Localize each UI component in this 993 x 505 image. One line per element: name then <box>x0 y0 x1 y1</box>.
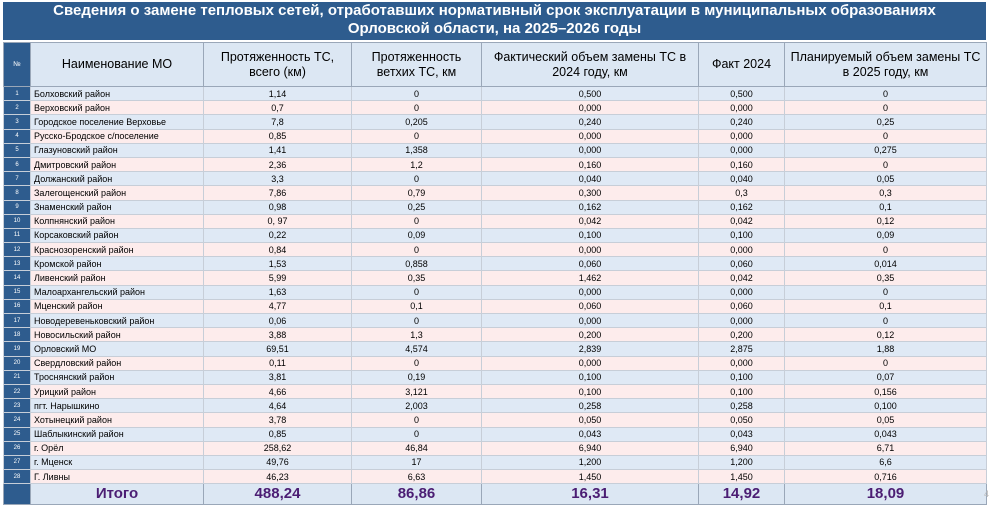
row-old-cell: 0 <box>352 427 482 441</box>
row-fact-cell: 0,000 <box>699 243 785 257</box>
table-row <box>4 115 987 129</box>
row-actual-cell: 6,940 <box>482 441 699 455</box>
row-actual-cell: 0,300 <box>482 186 699 200</box>
row-num-cell: 17 <box>4 314 31 328</box>
row-fact-cell: 2,875 <box>699 342 785 356</box>
row-old-cell: 0 <box>352 101 482 115</box>
title-line-1: Сведения о замене тепловых сетей, отработавших нормативный срок эксплуатации в муниципальных образованиях <box>53 2 936 19</box>
title-banner <box>3 2 986 40</box>
row-fact-cell: 0,000 <box>699 285 785 299</box>
row-num-cell: 25 <box>4 427 31 441</box>
row-old-cell: 0,79 <box>352 186 482 200</box>
row-total-cell: 1,53 <box>204 257 352 271</box>
row-name-cell: Малоархангельский район <box>31 285 204 299</box>
row-total-cell: 7,86 <box>204 186 352 200</box>
row-plan-cell: 0 <box>785 356 987 370</box>
row-plan-cell: 0 <box>785 101 987 115</box>
row-total-cell: 258,62 <box>204 441 352 455</box>
row-old-cell: 0 <box>352 413 482 427</box>
row-num-cell: 2 <box>4 101 31 115</box>
row-fact-cell: 0,258 <box>699 399 785 413</box>
row-actual-cell: 2,839 <box>482 342 699 356</box>
row-actual-cell: 0,000 <box>482 285 699 299</box>
row-num-cell: 23 <box>4 399 31 413</box>
totals-row <box>4 484 987 505</box>
row-plan-cell: 6,71 <box>785 441 987 455</box>
row-name-cell: Должанский район <box>31 172 204 186</box>
row-num-cell: 14 <box>4 271 31 285</box>
row-name-cell: Ливенский район <box>31 271 204 285</box>
row-total-cell: 0,11 <box>204 356 352 370</box>
row-total-cell: 0,7 <box>204 101 352 115</box>
row-total-cell: 4,66 <box>204 384 352 398</box>
row-name-cell: Городское поселение Верховье <box>31 115 204 129</box>
row-old-cell: 3,121 <box>352 384 482 398</box>
row-name-cell: Верховский район <box>31 101 204 115</box>
row-actual-cell: 1,462 <box>482 271 699 285</box>
row-name-cell: Троснянский район <box>31 370 204 384</box>
row-num-cell: 3 <box>4 115 31 129</box>
row-plan-cell: 0,156 <box>785 384 987 398</box>
row-name-cell: г. Орёл <box>31 441 204 455</box>
row-fact-cell: 0,000 <box>699 101 785 115</box>
table-row <box>4 243 987 257</box>
row-fact-cell: 1,200 <box>699 455 785 469</box>
row-num-cell: 4 <box>4 129 31 143</box>
header-name: Наименование МО <box>31 43 204 87</box>
row-old-cell: 0 <box>352 314 482 328</box>
totals-actual: 16,31 <box>482 484 699 505</box>
row-total-cell: 5,99 <box>204 271 352 285</box>
row-plan-cell: 0 <box>785 87 987 101</box>
row-actual-cell: 0,160 <box>482 157 699 171</box>
row-old-cell: 1,2 <box>352 157 482 171</box>
table-row <box>4 314 987 328</box>
totals-num-cell <box>4 484 31 505</box>
row-fact-cell: 0,000 <box>699 356 785 370</box>
table-row <box>4 441 987 455</box>
row-plan-cell: 0,1 <box>785 200 987 214</box>
row-fact-cell: 0,050 <box>699 413 785 427</box>
row-total-cell: 49,76 <box>204 455 352 469</box>
totals-fact: 14,92 <box>699 484 785 505</box>
row-plan-cell: 0 <box>785 314 987 328</box>
row-total-cell: 1,41 <box>204 143 352 157</box>
row-actual-cell: 1,200 <box>482 455 699 469</box>
row-old-cell: 1,358 <box>352 143 482 157</box>
row-fact-cell: 0,100 <box>699 228 785 242</box>
row-num-cell: 24 <box>4 413 31 427</box>
row-fact-cell: 0,240 <box>699 115 785 129</box>
row-plan-cell: 6,6 <box>785 455 987 469</box>
row-old-cell: 0,25 <box>352 200 482 214</box>
row-fact-cell: 0,160 <box>699 157 785 171</box>
row-num-cell: 1 <box>4 87 31 101</box>
totals-old: 86,86 <box>352 484 482 505</box>
row-total-cell: 0,84 <box>204 243 352 257</box>
row-total-cell: 3,88 <box>204 328 352 342</box>
header-actual-2024: Фактический объем замены ТС в 2024 году, км <box>482 43 699 87</box>
row-actual-cell: 0,040 <box>482 172 699 186</box>
table-row <box>4 413 987 427</box>
row-actual-cell: 0,060 <box>482 257 699 271</box>
row-total-cell: 4,64 <box>204 399 352 413</box>
table-row <box>4 370 987 384</box>
row-old-cell: 0 <box>352 285 482 299</box>
row-plan-cell: 0,043 <box>785 427 987 441</box>
row-num-cell: 20 <box>4 356 31 370</box>
row-fact-cell: 0,162 <box>699 200 785 214</box>
row-old-cell: 0,35 <box>352 271 482 285</box>
table-row <box>4 356 987 370</box>
row-fact-cell: 0,100 <box>699 384 785 398</box>
row-fact-cell: 6,940 <box>699 441 785 455</box>
row-name-cell: Глазуновский район <box>31 143 204 157</box>
row-actual-cell: 0,240 <box>482 115 699 129</box>
table-row <box>4 384 987 398</box>
row-old-cell: 2,003 <box>352 399 482 413</box>
row-plan-cell: 0,05 <box>785 172 987 186</box>
table-row <box>4 143 987 157</box>
table-row <box>4 186 987 200</box>
row-old-cell: 0,858 <box>352 257 482 271</box>
table-row <box>4 455 987 469</box>
header-fact-2024: Факт 2024 <box>699 43 785 87</box>
header-old-length: Протяженность ветхих ТС, км <box>352 43 482 87</box>
row-total-cell: 1,63 <box>204 285 352 299</box>
row-old-cell: 0 <box>352 87 482 101</box>
table-row <box>4 470 987 484</box>
row-name-cell: Колпнянский район <box>31 214 204 228</box>
row-old-cell: 1,3 <box>352 328 482 342</box>
row-actual-cell: 0,060 <box>482 299 699 313</box>
row-actual-cell: 0,043 <box>482 427 699 441</box>
row-actual-cell: 0,100 <box>482 384 699 398</box>
table-row <box>4 427 987 441</box>
row-fact-cell: 0,000 <box>699 314 785 328</box>
table-row <box>4 101 987 115</box>
row-num-cell: 13 <box>4 257 31 271</box>
table-row <box>4 257 987 271</box>
row-name-cell: Шаблыкинский район <box>31 427 204 441</box>
row-total-cell: 2,36 <box>204 157 352 171</box>
table-row <box>4 172 987 186</box>
table-row <box>4 328 987 342</box>
row-plan-cell: 0,12 <box>785 328 987 342</box>
row-plan-cell: 0,1 <box>785 299 987 313</box>
row-num-cell: 9 <box>4 200 31 214</box>
row-actual-cell: 0,100 <box>482 370 699 384</box>
row-total-cell: 0,06 <box>204 314 352 328</box>
row-name-cell: Мценский район <box>31 299 204 313</box>
row-total-cell: 46,23 <box>204 470 352 484</box>
row-num-cell: 18 <box>4 328 31 342</box>
row-name-cell: Дмитровский район <box>31 157 204 171</box>
row-num-cell: 26 <box>4 441 31 455</box>
row-num-cell: 15 <box>4 285 31 299</box>
row-actual-cell: 0,100 <box>482 228 699 242</box>
header-row <box>4 43 987 87</box>
row-actual-cell: 0,000 <box>482 243 699 257</box>
row-actual-cell: 0,000 <box>482 356 699 370</box>
row-actual-cell: 0,258 <box>482 399 699 413</box>
table-row <box>4 285 987 299</box>
row-name-cell: Корсаковский район <box>31 228 204 242</box>
row-num-cell: 19 <box>4 342 31 356</box>
row-plan-cell: 0,25 <box>785 115 987 129</box>
row-actual-cell: 0,050 <box>482 413 699 427</box>
table-row <box>4 214 987 228</box>
row-actual-cell: 0,000 <box>482 314 699 328</box>
row-total-cell: 69,51 <box>204 342 352 356</box>
row-num-cell: 22 <box>4 384 31 398</box>
row-name-cell: Урицкий район <box>31 384 204 398</box>
row-total-cell: 4,77 <box>204 299 352 313</box>
row-old-cell: 6,63 <box>352 470 482 484</box>
row-fact-cell: 0,042 <box>699 214 785 228</box>
row-fact-cell: 1,450 <box>699 470 785 484</box>
totals-plan: 18,09 <box>785 484 987 505</box>
row-fact-cell: 0,042 <box>699 271 785 285</box>
totals-total: 488,24 <box>204 484 352 505</box>
row-name-cell: Кромской район <box>31 257 204 271</box>
row-total-cell: 7,8 <box>204 115 352 129</box>
header-num: № <box>4 43 31 87</box>
row-fact-cell: 0,043 <box>699 427 785 441</box>
header-total-length: Протяженность ТС, всего (км) <box>204 43 352 87</box>
row-old-cell: 0,19 <box>352 370 482 384</box>
table-row <box>4 271 987 285</box>
row-num-cell: 27 <box>4 455 31 469</box>
row-plan-cell: 0 <box>785 129 987 143</box>
row-plan-cell: 0,275 <box>785 143 987 157</box>
row-old-cell: 0 <box>352 356 482 370</box>
row-total-cell: 0,98 <box>204 200 352 214</box>
row-plan-cell: 1,88 <box>785 342 987 356</box>
row-name-cell: г. Мценск <box>31 455 204 469</box>
row-plan-cell: 0,35 <box>785 271 987 285</box>
row-total-cell: 1,14 <box>204 87 352 101</box>
table-row <box>4 228 987 242</box>
row-name-cell: Хотынецкий район <box>31 413 204 427</box>
row-actual-cell: 0,000 <box>482 101 699 115</box>
row-num-cell: 12 <box>4 243 31 257</box>
row-num-cell: 16 <box>4 299 31 313</box>
row-plan-cell: 0,07 <box>785 370 987 384</box>
row-num-cell: 7 <box>4 172 31 186</box>
row-name-cell: Новодеревеньковский район <box>31 314 204 328</box>
title-line-2: Орловской области, на 2025–2026 годы <box>347 20 642 37</box>
row-name-cell: Свердловский район <box>31 356 204 370</box>
row-plan-cell: 0 <box>785 157 987 171</box>
row-fact-cell: 0,060 <box>699 257 785 271</box>
table-row <box>4 200 987 214</box>
row-old-cell: 46,84 <box>352 441 482 455</box>
row-fact-cell: 0,3 <box>699 186 785 200</box>
row-old-cell: 0,09 <box>352 228 482 242</box>
table-row <box>4 399 987 413</box>
row-name-cell: Болховский район <box>31 87 204 101</box>
row-old-cell: 0,205 <box>352 115 482 129</box>
page-number: 4 <box>983 489 989 499</box>
row-name-cell: пгт. Нарышкино <box>31 399 204 413</box>
row-num-cell: 28 <box>4 470 31 484</box>
row-actual-cell: 0,162 <box>482 200 699 214</box>
row-actual-cell: 1,450 <box>482 470 699 484</box>
row-num-cell: 5 <box>4 143 31 157</box>
row-fact-cell: 0,000 <box>699 129 785 143</box>
row-num-cell: 21 <box>4 370 31 384</box>
heat-network-table <box>3 42 987 505</box>
row-name-cell: Краснозоренский район <box>31 243 204 257</box>
row-total-cell: 3,78 <box>204 413 352 427</box>
row-fact-cell: 0,060 <box>699 299 785 313</box>
table-row <box>4 299 987 313</box>
row-num-cell: 11 <box>4 228 31 242</box>
row-num-cell: 6 <box>4 157 31 171</box>
row-num-cell: 8 <box>4 186 31 200</box>
row-plan-cell: 0,014 <box>785 257 987 271</box>
row-actual-cell: 0,000 <box>482 129 699 143</box>
row-total-cell: 0,85 <box>204 129 352 143</box>
row-actual-cell: 0,200 <box>482 328 699 342</box>
row-plan-cell: 0,09 <box>785 228 987 242</box>
row-plan-cell: 0,05 <box>785 413 987 427</box>
row-num-cell: 10 <box>4 214 31 228</box>
row-name-cell: Знаменский район <box>31 200 204 214</box>
row-name-cell: Г. Ливны <box>31 470 204 484</box>
row-old-cell: 0 <box>352 243 482 257</box>
row-fact-cell: 0,500 <box>699 87 785 101</box>
row-total-cell: 3,81 <box>204 370 352 384</box>
row-plan-cell: 0,716 <box>785 470 987 484</box>
row-name-cell: Русско-Бродское с/поселение <box>31 129 204 143</box>
row-name-cell: Новосильский район <box>31 328 204 342</box>
totals-label: Итого <box>31 484 204 505</box>
row-total-cell: 0,85 <box>204 427 352 441</box>
header-planned-2025: Планируемый объем замены ТС в 2025 году, км <box>785 43 987 87</box>
row-old-cell: 17 <box>352 455 482 469</box>
row-plan-cell: 0 <box>785 243 987 257</box>
row-fact-cell: 0,200 <box>699 328 785 342</box>
row-plan-cell: 0,3 <box>785 186 987 200</box>
table-row <box>4 157 987 171</box>
row-plan-cell: 0,12 <box>785 214 987 228</box>
row-plan-cell: 0,100 <box>785 399 987 413</box>
row-actual-cell: 0,500 <box>482 87 699 101</box>
row-old-cell: 0 <box>352 129 482 143</box>
row-old-cell: 0,1 <box>352 299 482 313</box>
row-fact-cell: 0,040 <box>699 172 785 186</box>
row-plan-cell: 0 <box>785 285 987 299</box>
row-actual-cell: 0,042 <box>482 214 699 228</box>
row-total-cell: 3,3 <box>204 172 352 186</box>
row-old-cell: 0 <box>352 214 482 228</box>
row-name-cell: Орловский МО <box>31 342 204 356</box>
table-row <box>4 342 987 356</box>
row-old-cell: 4,574 <box>352 342 482 356</box>
row-name-cell: Залегощенский район <box>31 186 204 200</box>
row-actual-cell: 0,000 <box>482 143 699 157</box>
row-fact-cell: 0,100 <box>699 370 785 384</box>
table-row <box>4 87 987 101</box>
table-row <box>4 129 987 143</box>
row-total-cell: 0,22 <box>204 228 352 242</box>
row-total-cell: 0, 97 <box>204 214 352 228</box>
row-fact-cell: 0,000 <box>699 143 785 157</box>
row-old-cell: 0 <box>352 172 482 186</box>
